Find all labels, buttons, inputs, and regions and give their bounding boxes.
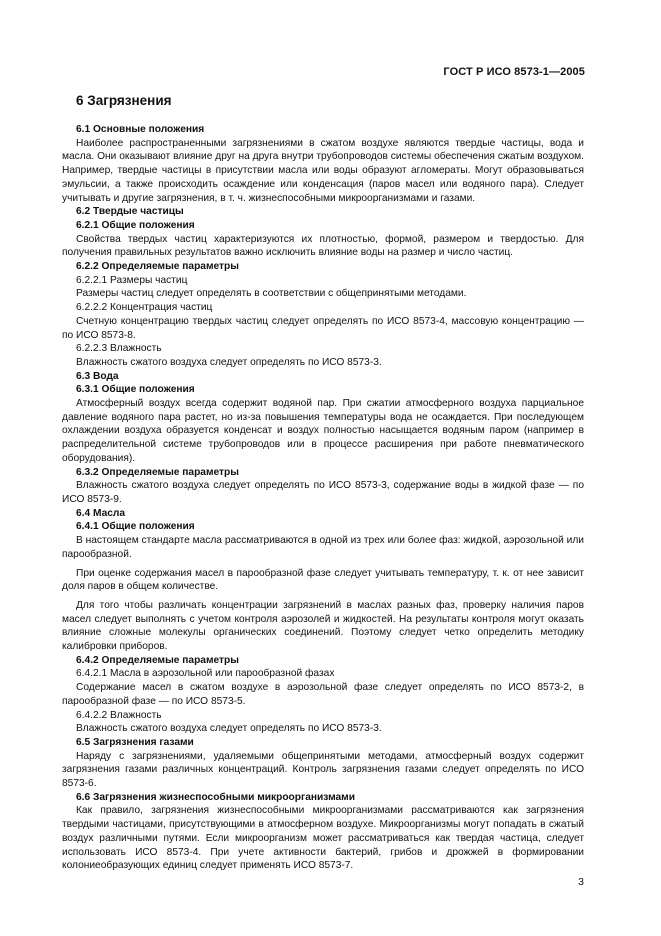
subsection-heading: 6.3.2 Определяемые параметры [76, 466, 239, 478]
paragraph: Наряду с загрязнениями, удаляемыми общепринятыми методами, атмосферный воздух содержит загрязнения газами различных концентраций. Контроль загрязнения газами следует определять по ИСО 8573-6. [62, 750, 584, 790]
paragraph: Как правило, загрязнения жизнеспособными микроорганизмами рассматриваются как загрязнения твердыми частицами, присутствующими в атмосферном воздухе. Микроорганизмы могут попадать в сжатый воздух различными путями. Если микроорганизм может рассматриваться как твердая частица, следует использовать ИСО 8573-4. При учете активности бактерий, грибов и дрожжей в формировании колониеобразующих единиц следует применять ИСО 8573-7. [62, 805, 584, 872]
paragraph: Счетную концентрацию твердых частиц следует определять по ИСО 8573-4, массовую концентрацию — по ИСО 8573-8. [62, 315, 584, 341]
subsubsection-heading: 6.4.2.2 Влажность [76, 709, 162, 721]
document-header: ГОСТ Р ИСО 8573-1—2005 [443, 66, 585, 78]
section-content [62, 123, 584, 873]
subsection-heading: 6.4.2 Определяемые параметры [76, 654, 239, 666]
subsection-heading: 6.5 Загрязнения газами [76, 736, 194, 748]
subsection-heading: 6.3.1 Общие положения [76, 384, 195, 396]
paragraph: Размеры частиц следует определять в соответствии с общепринятыми методами. [76, 288, 467, 300]
subsection-heading: 6.6 Загрязнения жизнеспособными микроорганизмами [76, 791, 355, 803]
subsection-heading: 6.1 Основные положения [76, 124, 205, 135]
paragraph: Наиболее распространенными загрязнениями в сжатом воздухе являются твердые частицы, вода и масла. Они оказывают влияние друг на друга внутри трубопроводов системы обеспечения сжатым воздухом. Например, твердые частицы в присутствии масла или воды образуют агломераты. Могут образовываться эмульсии, а также происходить осаждение или конденсация (паров масел или водяного пара). Следует учитывать и другие загрязнения, в т. ч. жизнеспособными микроорганизмами и газами. [62, 137, 584, 204]
paragraph: При оценке содержания масел в парообразной фазе следует учитывать температуру, т. к. от нее зависит доля паров в общем количестве. [62, 567, 584, 593]
paragraph: Влажность сжатого воздуха следует определять по ИСО 8573-3. [76, 356, 382, 368]
subsubsection-heading: 6.4.2.1 Масла в аэрозольной или парообразной фазах [76, 668, 335, 680]
document-body [62, 92, 584, 873]
subsection-heading: 6.3 Вода [76, 370, 119, 382]
subsection-heading: 6.2 Твердые частицы [76, 206, 184, 218]
section-title: 6 Загрязнения [76, 93, 172, 108]
paragraph: В настоящем стандарте масла рассматриваются в одной из трех или более фаз: жидкой, аэрозольной или парообразной. [62, 535, 584, 560]
subsubsection-heading: 6.2.2.2 Концентрация частиц [76, 302, 213, 314]
paragraph: Свойства твердых частиц характеризуются их плотностью, формой, размером и твердостью. Для получения правильных результатов важно исключить влияние воды на размер и число частиц. [62, 233, 584, 259]
paragraph: Атмосферный воздух всегда содержит водяной пар. При сжатии атмосферного воздуха парциальное давление водяного пара растет, но из-за повышения температуры вода не осаждается. При последующем охлаждении воздуха образуется конденсат и воздух полностью насыщается водяным паром (например в распределительной системе трубопроводов или в процессе расширения при работе пневматического оборудования). [62, 398, 584, 464]
paragraph: Для того чтобы различать концентрации загрязнений в маслах разных фаз, проверку наличия паров масел следует выполнять с учетом контроля аэрозолей и жидкостей. На результаты контроля могут оказать влияние сложные молекулы органических соединений. Поэтому следует четко определить методику калибровки приборов. [62, 599, 584, 653]
paragraph: Содержание масел в сжатом воздухе в аэрозольной фазе следует определять по ИСО 8573-2, в парообразной фазе — по ИСО 8573-5. [62, 682, 584, 707]
subsection-heading: 6.4 Масла [76, 507, 126, 519]
subsection-heading: 6.4.1 Общие положения [76, 521, 195, 533]
subsubsection-heading: 6.2.2.1 Размеры частиц [76, 274, 188, 286]
paragraph: Влажность сжатого воздуха следует определять по ИСО 8573-3, содержание воды в жидкой фазе — по ИСО 8573-9. [62, 480, 584, 505]
subsubsection-heading: 6.2.2.3 Влажность [76, 343, 162, 355]
paragraph: Влажность сжатого воздуха следует определять по ИСО 8573-3. [76, 723, 382, 735]
subsection-heading: 6.2.2 Определяемые параметры [76, 261, 239, 273]
subsection-heading: 6.2.1 Общие положения [76, 219, 195, 231]
page-number: 3 [578, 876, 584, 888]
